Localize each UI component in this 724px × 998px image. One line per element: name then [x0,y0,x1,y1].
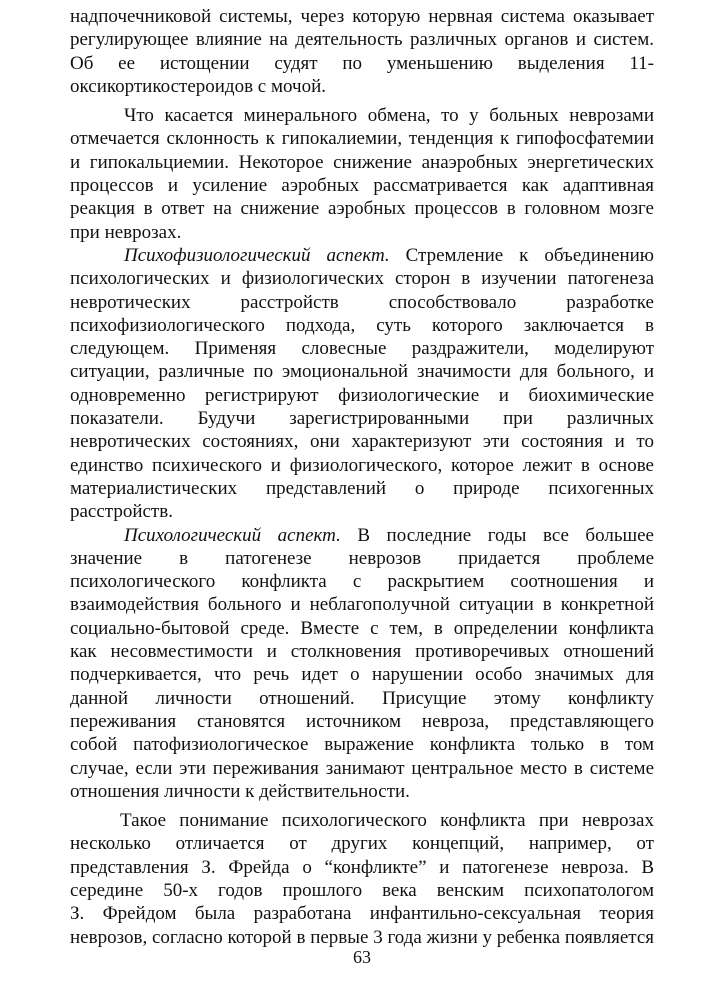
text-line: расстройств. [70,501,173,523]
text-line: подчеркивается, что речь идет о нарушении особо значимых для [70,664,654,686]
text-line: Об ее истощении судят по уменьшению выделения 11- [70,52,654,74]
text-line: значение в патогенезе неврозов придается проблеме [70,547,654,569]
text-line [70,244,654,267]
text-line: социально-бытовой среде. Вместе с тем, в определении конфликта [70,617,654,639]
text-line: несколько отличается от других концепций, например, от [70,833,654,855]
text-line: регулирующее влияние на деятельность различных органов и систем. [70,29,654,51]
text-line: З. Фрейдом была разработана инфантильно-сексуальная теория [70,903,654,925]
document-page [70,5,654,949]
text-line: показатели. Будучи зарегистрированными при различных [70,408,654,430]
text-run: Стремление к объединению [389,244,654,266]
text-line: и гипокальциемии. Некоторое снижение анаэробных энергетических [70,151,654,173]
text-line: собой патофизиологическое выражение конфликта только в том [70,734,654,756]
text-line: одновременно регистрируют физиологические и биохимические [70,384,654,406]
text-line: следующем. Применяя словесные раздражители, моделируют [70,338,654,360]
paragraph-4 [70,524,654,804]
text-line: единство психического и физиологического, которое лежит в основе [70,454,654,476]
text-line: Что касается минерального обмена, то у больных неврозами [124,105,654,127]
text-line: психологического конфликта с раскрытием соотношения и [70,571,654,593]
section-heading: Психофизиологический аспект. [124,244,390,266]
text-line: середине 50-х годов прошлого века венским психопатологом [70,879,654,901]
paragraph-2 [70,104,654,244]
text-line: материалистических представлений о природе психогенных [70,477,654,499]
text-line: данной личности отношений. Присущие этому конфликту [70,687,654,709]
text-line: процессов и усиление аэробных рассматривается как адаптивная [70,175,654,197]
text-line: отношения личности к действительности. [70,780,410,802]
text-line: отмечается склонность к гипокалиемии, тенденция к гипофосфатемии [70,128,654,150]
text-line: Такое понимание психологического конфликта при неврозах [120,810,654,832]
paragraph-5 [70,809,654,949]
text-line: при неврозах. [70,221,182,243]
text-line: ситуации, различные по эмоциональной значимости для больного, и [70,361,654,383]
text-line: невротических состояниях, они характеризуют эти состояния и то [70,431,654,453]
page-number: 63 [353,947,371,967]
text-line: психофизиологического подхода, суть которого заключается в [70,314,654,336]
text-line: надпочечниковой системы, через которую нервная система оказывает [70,6,654,27]
text-line: переживания становятся источником невроза, представляющего [70,710,654,732]
text-line: невротических расстройств способствовало разработке [70,291,654,313]
text-line: представления З. Фрейда о “конфликте” и патогенезе невроза. В [70,856,654,878]
text-run: В последние годы все большее [340,524,654,546]
text-line [70,524,654,547]
paragraph-3 [70,244,654,524]
text-line: как несовместимости и столкновения противоречивых отношений [70,641,654,663]
text-line: оксикортикостероидов с мочой. [70,75,326,97]
text-line: взаимодействия больного и неблагополучной ситуации в конкретной [70,594,654,616]
text-line: психологических и физиологических сторон в изучении патогенеза [70,268,654,290]
text-line: реакция в ответ на снижение аэробных процессов в головном мозге [70,198,654,220]
text-line: неврозов, согласно которой в первые 3 года жизни у ребенка появляется [70,926,654,948]
section-heading: Психологический аспект. [124,524,341,546]
paragraph-1 [70,5,654,98]
text-line: случае, если эти переживания занимают центральное место в системе [70,757,654,779]
